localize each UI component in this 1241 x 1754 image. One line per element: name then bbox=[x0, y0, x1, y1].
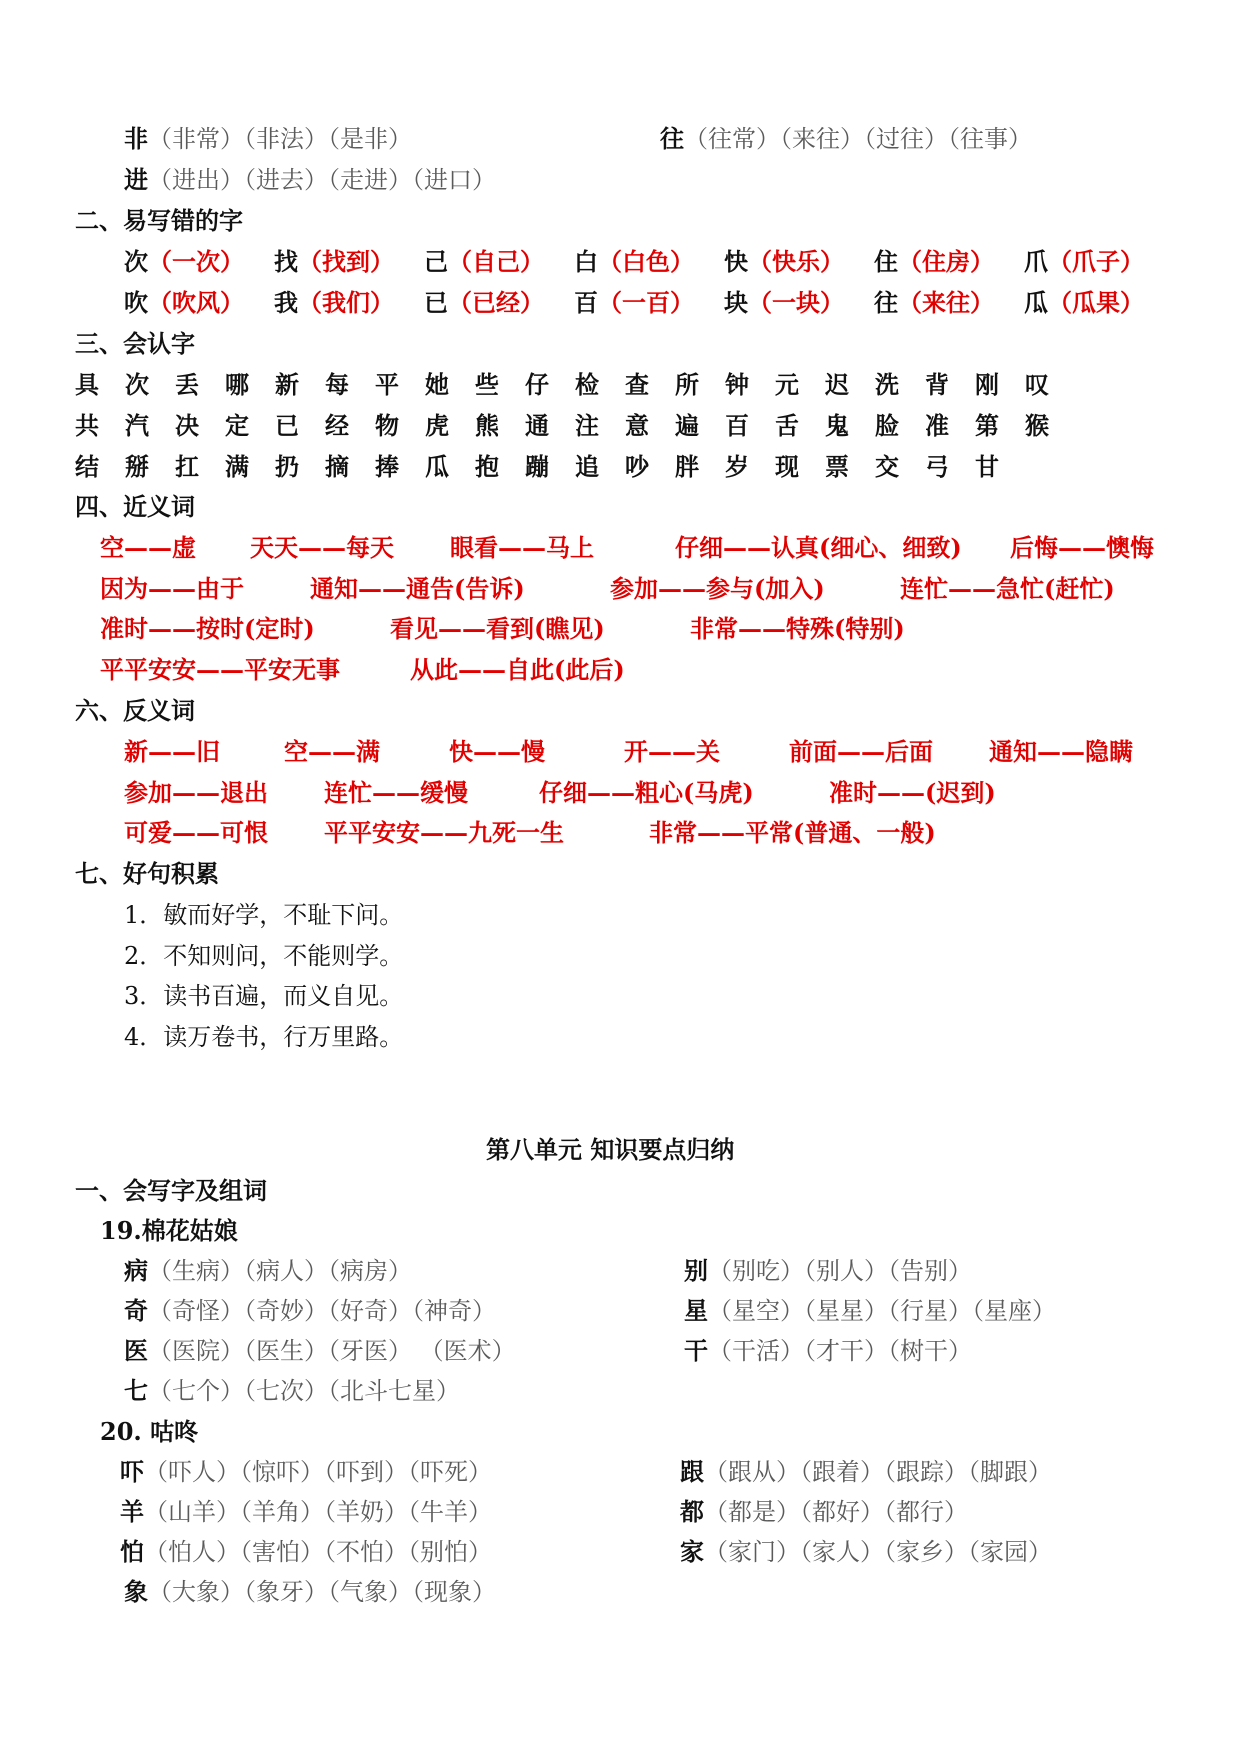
antonym-pair: 通知——隐瞒 bbox=[989, 737, 1133, 766]
recognize-char: 岁 bbox=[725, 452, 749, 481]
recognize-char: 第 bbox=[975, 411, 999, 440]
antonym-pair: 空——满 bbox=[284, 737, 380, 766]
mistake-word: 一块 bbox=[772, 288, 820, 317]
mistake-word: 一次 bbox=[172, 247, 220, 276]
sentence-item: 2．不知则问，不能则学。 bbox=[124, 942, 404, 970]
word-entry-fei bbox=[124, 122, 412, 156]
entry-char: 怕 bbox=[120, 1537, 144, 1566]
entry-char: 干 bbox=[684, 1336, 708, 1365]
recognize-char: 现 bbox=[775, 452, 799, 481]
mistake-item bbox=[424, 286, 574, 320]
paren-close: ） bbox=[970, 247, 994, 276]
recognize-char: 鬼 bbox=[825, 411, 849, 440]
mistake-word: 快乐 bbox=[772, 247, 820, 276]
mistake-item bbox=[1024, 245, 1174, 279]
recognize-char: 背 bbox=[925, 370, 949, 399]
paren-close: ） bbox=[670, 288, 694, 317]
antonym-row-1 bbox=[124, 735, 1133, 769]
section-title-easy-mistakes: 二、易写错的字 bbox=[75, 206, 243, 235]
paren-close: ） bbox=[970, 288, 994, 317]
mistake-item bbox=[424, 245, 574, 279]
mistake-word: 吹风 bbox=[172, 288, 220, 317]
mistake-item bbox=[874, 286, 1024, 320]
recognize-char: 猴 bbox=[1025, 411, 1049, 440]
sentence-item: 3．读书百遍，而义自见。 bbox=[124, 982, 404, 1010]
unit-title: 第八单元 知识要点归纳 bbox=[486, 1135, 735, 1164]
recognize-char: 准 bbox=[925, 411, 949, 440]
lesson-title-20: 20. 咕咚 bbox=[100, 1417, 199, 1446]
recognize-char: 定 bbox=[225, 411, 249, 440]
recognize-char: 汽 bbox=[125, 411, 149, 440]
word-entry bbox=[680, 1495, 968, 1529]
recognize-char: 舌 bbox=[775, 411, 799, 440]
recognize-char: 捧 bbox=[375, 452, 399, 481]
section-title-recognize: 三、会认字 bbox=[75, 329, 195, 358]
mistake-char: 己 bbox=[424, 247, 448, 276]
recognize-char: 遍 bbox=[675, 411, 699, 440]
sentence-item: 1．敏而好学，不耻下问。 bbox=[124, 901, 404, 929]
entry-words: （家门）（家人）（家乡）（家园） bbox=[704, 1538, 1052, 1566]
word-entry-jin bbox=[124, 163, 496, 197]
entry-char: 羊 bbox=[120, 1497, 144, 1526]
recognize-char: 新 bbox=[275, 370, 299, 399]
entry-words: （医院）（医生）（牙医） （医术） bbox=[148, 1337, 516, 1365]
entry-words: （跟从）（跟着）（跟踪）（脚跟） bbox=[704, 1458, 1052, 1486]
synonym-pair: 通知——通告(告诉) bbox=[310, 574, 525, 603]
entry-char: 进 bbox=[124, 165, 148, 194]
recognize-char: 百 bbox=[725, 411, 749, 440]
synonym-pair: 后悔——懊悔 bbox=[1010, 533, 1154, 562]
entry-words: （吓人）（惊吓）（吓到）（吓死） bbox=[144, 1458, 492, 1486]
entry-words: （往常）（来往）（过往）（往事） bbox=[684, 125, 1032, 153]
synonym-row-1 bbox=[100, 531, 1154, 565]
entry-words: （生病）（病人）（病房） bbox=[148, 1257, 412, 1285]
entry-words: （星空）（星星）（行星）（星座） bbox=[708, 1297, 1056, 1325]
entry-char: 跟 bbox=[680, 1457, 704, 1486]
paren-open: （ bbox=[748, 247, 772, 276]
entry-words: （干活）（才干）（树干） bbox=[708, 1337, 972, 1365]
paren-open: （ bbox=[598, 288, 622, 317]
mistake-item bbox=[124, 286, 274, 320]
synonym-pair: 看见——看到(瞧见) bbox=[390, 614, 605, 643]
entry-words: （别吃）（别人）（告别） bbox=[708, 1257, 972, 1285]
recognize-char: 所 bbox=[675, 370, 699, 399]
mistake-char: 百 bbox=[574, 288, 598, 317]
synonym-pair: 连忙——急忙(赶忙) bbox=[900, 574, 1115, 603]
antonym-pair: 参加——退出 bbox=[124, 778, 268, 807]
word-entry bbox=[680, 1455, 1052, 1489]
synonym-pair: 仔细——认真(细心、细致) bbox=[675, 533, 962, 562]
recognize-char: 通 bbox=[525, 411, 549, 440]
paren-close: ） bbox=[820, 288, 844, 317]
recognize-char: 查 bbox=[625, 370, 649, 399]
mistake-char: 块 bbox=[724, 288, 748, 317]
mistake-char: 已 bbox=[424, 288, 448, 317]
recognize-char: 摘 bbox=[325, 452, 349, 481]
antonym-pair: 快——慢 bbox=[449, 737, 545, 766]
mistake-char: 吹 bbox=[124, 288, 148, 317]
antonym-pair: 非常——平常(普通、一般) bbox=[649, 818, 936, 847]
recognize-row-2 bbox=[75, 409, 1075, 443]
entry-char: 都 bbox=[680, 1497, 704, 1526]
entry-char: 吓 bbox=[120, 1457, 144, 1486]
entry-char: 星 bbox=[684, 1296, 708, 1325]
mistake-word: 自己 bbox=[472, 247, 520, 276]
word-entry bbox=[120, 1495, 492, 1529]
recognize-char: 洗 bbox=[875, 370, 899, 399]
synonym-pair: 平平安安——平安无事 bbox=[100, 655, 340, 684]
recognize-char: 已 bbox=[275, 411, 299, 440]
mistake-char: 次 bbox=[124, 247, 148, 276]
antonym-pair: 仔细——粗心(马虎) bbox=[539, 778, 754, 807]
section-title-antonyms: 六、反义词 bbox=[75, 696, 195, 725]
paren-close: ） bbox=[670, 247, 694, 276]
word-entry-wang bbox=[660, 122, 1032, 156]
synonym-pair: 空——虚 bbox=[100, 533, 196, 562]
paren-open: （ bbox=[898, 288, 922, 317]
mistake-char: 白 bbox=[574, 247, 598, 276]
paren-open: （ bbox=[1048, 247, 1072, 276]
antonym-row-3 bbox=[124, 816, 936, 850]
antonym-pair: 可爱——可恨 bbox=[124, 818, 268, 847]
synonym-pair: 因为——由于 bbox=[100, 574, 244, 603]
synonym-pair: 天天——每天 bbox=[250, 533, 394, 562]
word-entry bbox=[120, 1455, 492, 1489]
antonym-pair: 连忙——缓慢 bbox=[324, 778, 468, 807]
mistake-word: 住房 bbox=[922, 247, 970, 276]
mistake-item bbox=[274, 245, 424, 279]
recognize-char: 掰 bbox=[125, 452, 149, 481]
sentence-item: 4．读万卷书，行万里路。 bbox=[124, 1023, 404, 1051]
mistake-word: 一百 bbox=[622, 288, 670, 317]
entry-char: 往 bbox=[660, 124, 684, 153]
recognize-char: 哪 bbox=[225, 370, 249, 399]
paren-open: （ bbox=[298, 288, 322, 317]
word-entry bbox=[684, 1294, 1056, 1328]
recognize-char: 迟 bbox=[825, 370, 849, 399]
entry-words: （怕人）（害怕）（不怕）（别怕） bbox=[144, 1538, 492, 1566]
word-entry bbox=[680, 1535, 1052, 1569]
mistake-char: 找 bbox=[274, 247, 298, 276]
recognize-char: 吵 bbox=[625, 452, 649, 481]
mistake-row-2 bbox=[124, 286, 1174, 320]
mistake-char: 住 bbox=[874, 247, 898, 276]
word-entry bbox=[120, 1535, 492, 1569]
word-entry bbox=[124, 1334, 516, 1368]
entry-char: 非 bbox=[124, 124, 148, 153]
entry-char: 七 bbox=[124, 1376, 148, 1405]
recognize-char: 甘 bbox=[975, 452, 999, 481]
mistake-item bbox=[574, 245, 724, 279]
entry-words: （奇怪）（奇妙）（好奇）（神奇） bbox=[148, 1297, 496, 1325]
recognize-char: 丢 bbox=[175, 370, 199, 399]
recognize-char: 她 bbox=[425, 370, 449, 399]
recognize-char: 交 bbox=[875, 452, 899, 481]
word-entry bbox=[684, 1334, 972, 1368]
recognize-char: 熊 bbox=[475, 411, 499, 440]
synonym-row-3 bbox=[100, 612, 905, 646]
entry-words: （非常）（非法）（是非） bbox=[148, 125, 412, 153]
mistake-word: 已经 bbox=[472, 288, 520, 317]
entry-words: （山羊）（羊角）（羊奶）（牛羊） bbox=[144, 1498, 492, 1526]
section-title-write-words: 一、会写字及组词 bbox=[75, 1176, 267, 1205]
mistake-word: 白色 bbox=[622, 247, 670, 276]
paren-close: ） bbox=[220, 247, 244, 276]
antonym-pair: 新——旧 bbox=[124, 737, 220, 766]
paren-close: ） bbox=[1120, 288, 1144, 317]
entry-char: 象 bbox=[124, 1577, 148, 1606]
recognize-char: 弓 bbox=[925, 452, 949, 481]
paren-open: （ bbox=[448, 247, 472, 276]
synonym-pair: 准时——按时(定时) bbox=[100, 614, 315, 643]
recognize-row-3 bbox=[75, 450, 1025, 484]
antonym-row-2 bbox=[124, 776, 996, 810]
recognize-char: 票 bbox=[825, 452, 849, 481]
recognize-char: 检 bbox=[575, 370, 599, 399]
mistake-item bbox=[874, 245, 1024, 279]
paren-open: （ bbox=[298, 247, 322, 276]
lesson-title-19: 19.棉花姑娘 bbox=[100, 1216, 238, 1245]
mistake-item bbox=[724, 286, 874, 320]
recognize-char: 每 bbox=[325, 370, 349, 399]
mistake-word: 瓜果 bbox=[1072, 288, 1120, 317]
synonym-row-2 bbox=[100, 572, 1115, 606]
paren-open: （ bbox=[448, 288, 472, 317]
paren-close: ） bbox=[370, 247, 394, 276]
recognize-char: 刚 bbox=[975, 370, 999, 399]
recognize-char: 具 bbox=[75, 370, 99, 399]
recognize-char: 物 bbox=[375, 411, 399, 440]
mistake-row-1 bbox=[124, 245, 1174, 279]
word-entry bbox=[124, 1254, 412, 1288]
recognize-char: 意 bbox=[625, 411, 649, 440]
recognize-char: 瓜 bbox=[425, 452, 449, 481]
mistake-item bbox=[574, 286, 724, 320]
mistake-char: 爪 bbox=[1024, 247, 1048, 276]
mistake-word: 来往 bbox=[922, 288, 970, 317]
paren-close: ） bbox=[520, 288, 544, 317]
paren-open: （ bbox=[148, 288, 172, 317]
recognize-char: 次 bbox=[125, 370, 149, 399]
recognize-char: 扛 bbox=[175, 452, 199, 481]
paren-open: （ bbox=[748, 288, 772, 317]
mistake-word: 爪子 bbox=[1072, 247, 1120, 276]
entry-char: 病 bbox=[124, 1256, 148, 1285]
antonym-pair: 开——关 bbox=[624, 737, 720, 766]
recognize-char: 抱 bbox=[475, 452, 499, 481]
recognize-char: 共 bbox=[75, 411, 99, 440]
entry-words: （七个）（七次）（北斗七星） bbox=[148, 1377, 460, 1405]
word-entry bbox=[684, 1254, 972, 1288]
recognize-row-1 bbox=[75, 368, 1075, 402]
mistake-char: 往 bbox=[874, 288, 898, 317]
recognize-char: 扔 bbox=[275, 452, 299, 481]
paren-open: （ bbox=[148, 247, 172, 276]
word-entry bbox=[124, 1374, 460, 1408]
recognize-char: 平 bbox=[375, 370, 399, 399]
recognize-char: 叹 bbox=[1025, 370, 1049, 399]
entry-words: （进出）（进去）（走进）（进口） bbox=[148, 166, 496, 194]
recognize-char: 胖 bbox=[675, 452, 699, 481]
synonym-pair: 从此——自此(此后) bbox=[410, 655, 625, 684]
recognize-char: 满 bbox=[225, 452, 249, 481]
entry-words: （大象）（象牙）（气象）（现象） bbox=[148, 1578, 496, 1606]
mistake-char: 我 bbox=[274, 288, 298, 317]
recognize-char: 元 bbox=[775, 370, 799, 399]
paren-close: ） bbox=[520, 247, 544, 276]
paren-open: （ bbox=[1048, 288, 1072, 317]
paren-close: ） bbox=[1120, 247, 1144, 276]
recognize-char: 仔 bbox=[525, 370, 549, 399]
mistake-item bbox=[724, 245, 874, 279]
antonym-pair: 准时——(迟到) bbox=[829, 778, 996, 807]
mistake-item bbox=[274, 286, 424, 320]
synonym-row-4 bbox=[100, 653, 625, 687]
word-entry bbox=[124, 1575, 496, 1609]
entry-char: 家 bbox=[680, 1537, 704, 1566]
mistake-char: 瓜 bbox=[1024, 288, 1048, 317]
mistake-word: 我们 bbox=[322, 288, 370, 317]
recognize-char: 蹦 bbox=[525, 452, 549, 481]
paren-open: （ bbox=[598, 247, 622, 276]
paren-close: ） bbox=[820, 247, 844, 276]
paren-open: （ bbox=[898, 247, 922, 276]
antonym-pair: 平平安安——九死一生 bbox=[324, 818, 564, 847]
recognize-char: 些 bbox=[475, 370, 499, 399]
recognize-char: 脸 bbox=[875, 411, 899, 440]
recognize-char: 注 bbox=[575, 411, 599, 440]
entry-words: （都是）（都好）（都行） bbox=[704, 1498, 968, 1526]
mistake-word: 找到 bbox=[322, 247, 370, 276]
mistake-item bbox=[124, 245, 274, 279]
recognize-char: 结 bbox=[75, 452, 99, 481]
recognize-char: 钟 bbox=[725, 370, 749, 399]
recognize-char: 虎 bbox=[425, 411, 449, 440]
antonym-pair: 前面——后面 bbox=[789, 737, 933, 766]
synonym-pair: 非常——特殊(特别) bbox=[690, 614, 905, 643]
synonym-pair: 参加——参与(加入) bbox=[610, 574, 825, 603]
mistake-item bbox=[1024, 286, 1174, 320]
entry-char: 奇 bbox=[124, 1296, 148, 1325]
mistake-char: 快 bbox=[724, 247, 748, 276]
entry-char: 别 bbox=[684, 1256, 708, 1285]
section-title-synonyms: 四、近义词 bbox=[75, 492, 195, 521]
synonym-pair: 眼看——马上 bbox=[450, 533, 594, 562]
word-entry bbox=[124, 1294, 496, 1328]
paren-close: ） bbox=[220, 288, 244, 317]
recognize-char: 追 bbox=[575, 452, 599, 481]
paren-close: ） bbox=[370, 288, 394, 317]
entry-char: 医 bbox=[124, 1336, 148, 1365]
section-title-good-sentences: 七、好句积累 bbox=[75, 859, 219, 888]
recognize-char: 决 bbox=[175, 411, 199, 440]
recognize-char: 经 bbox=[325, 411, 349, 440]
